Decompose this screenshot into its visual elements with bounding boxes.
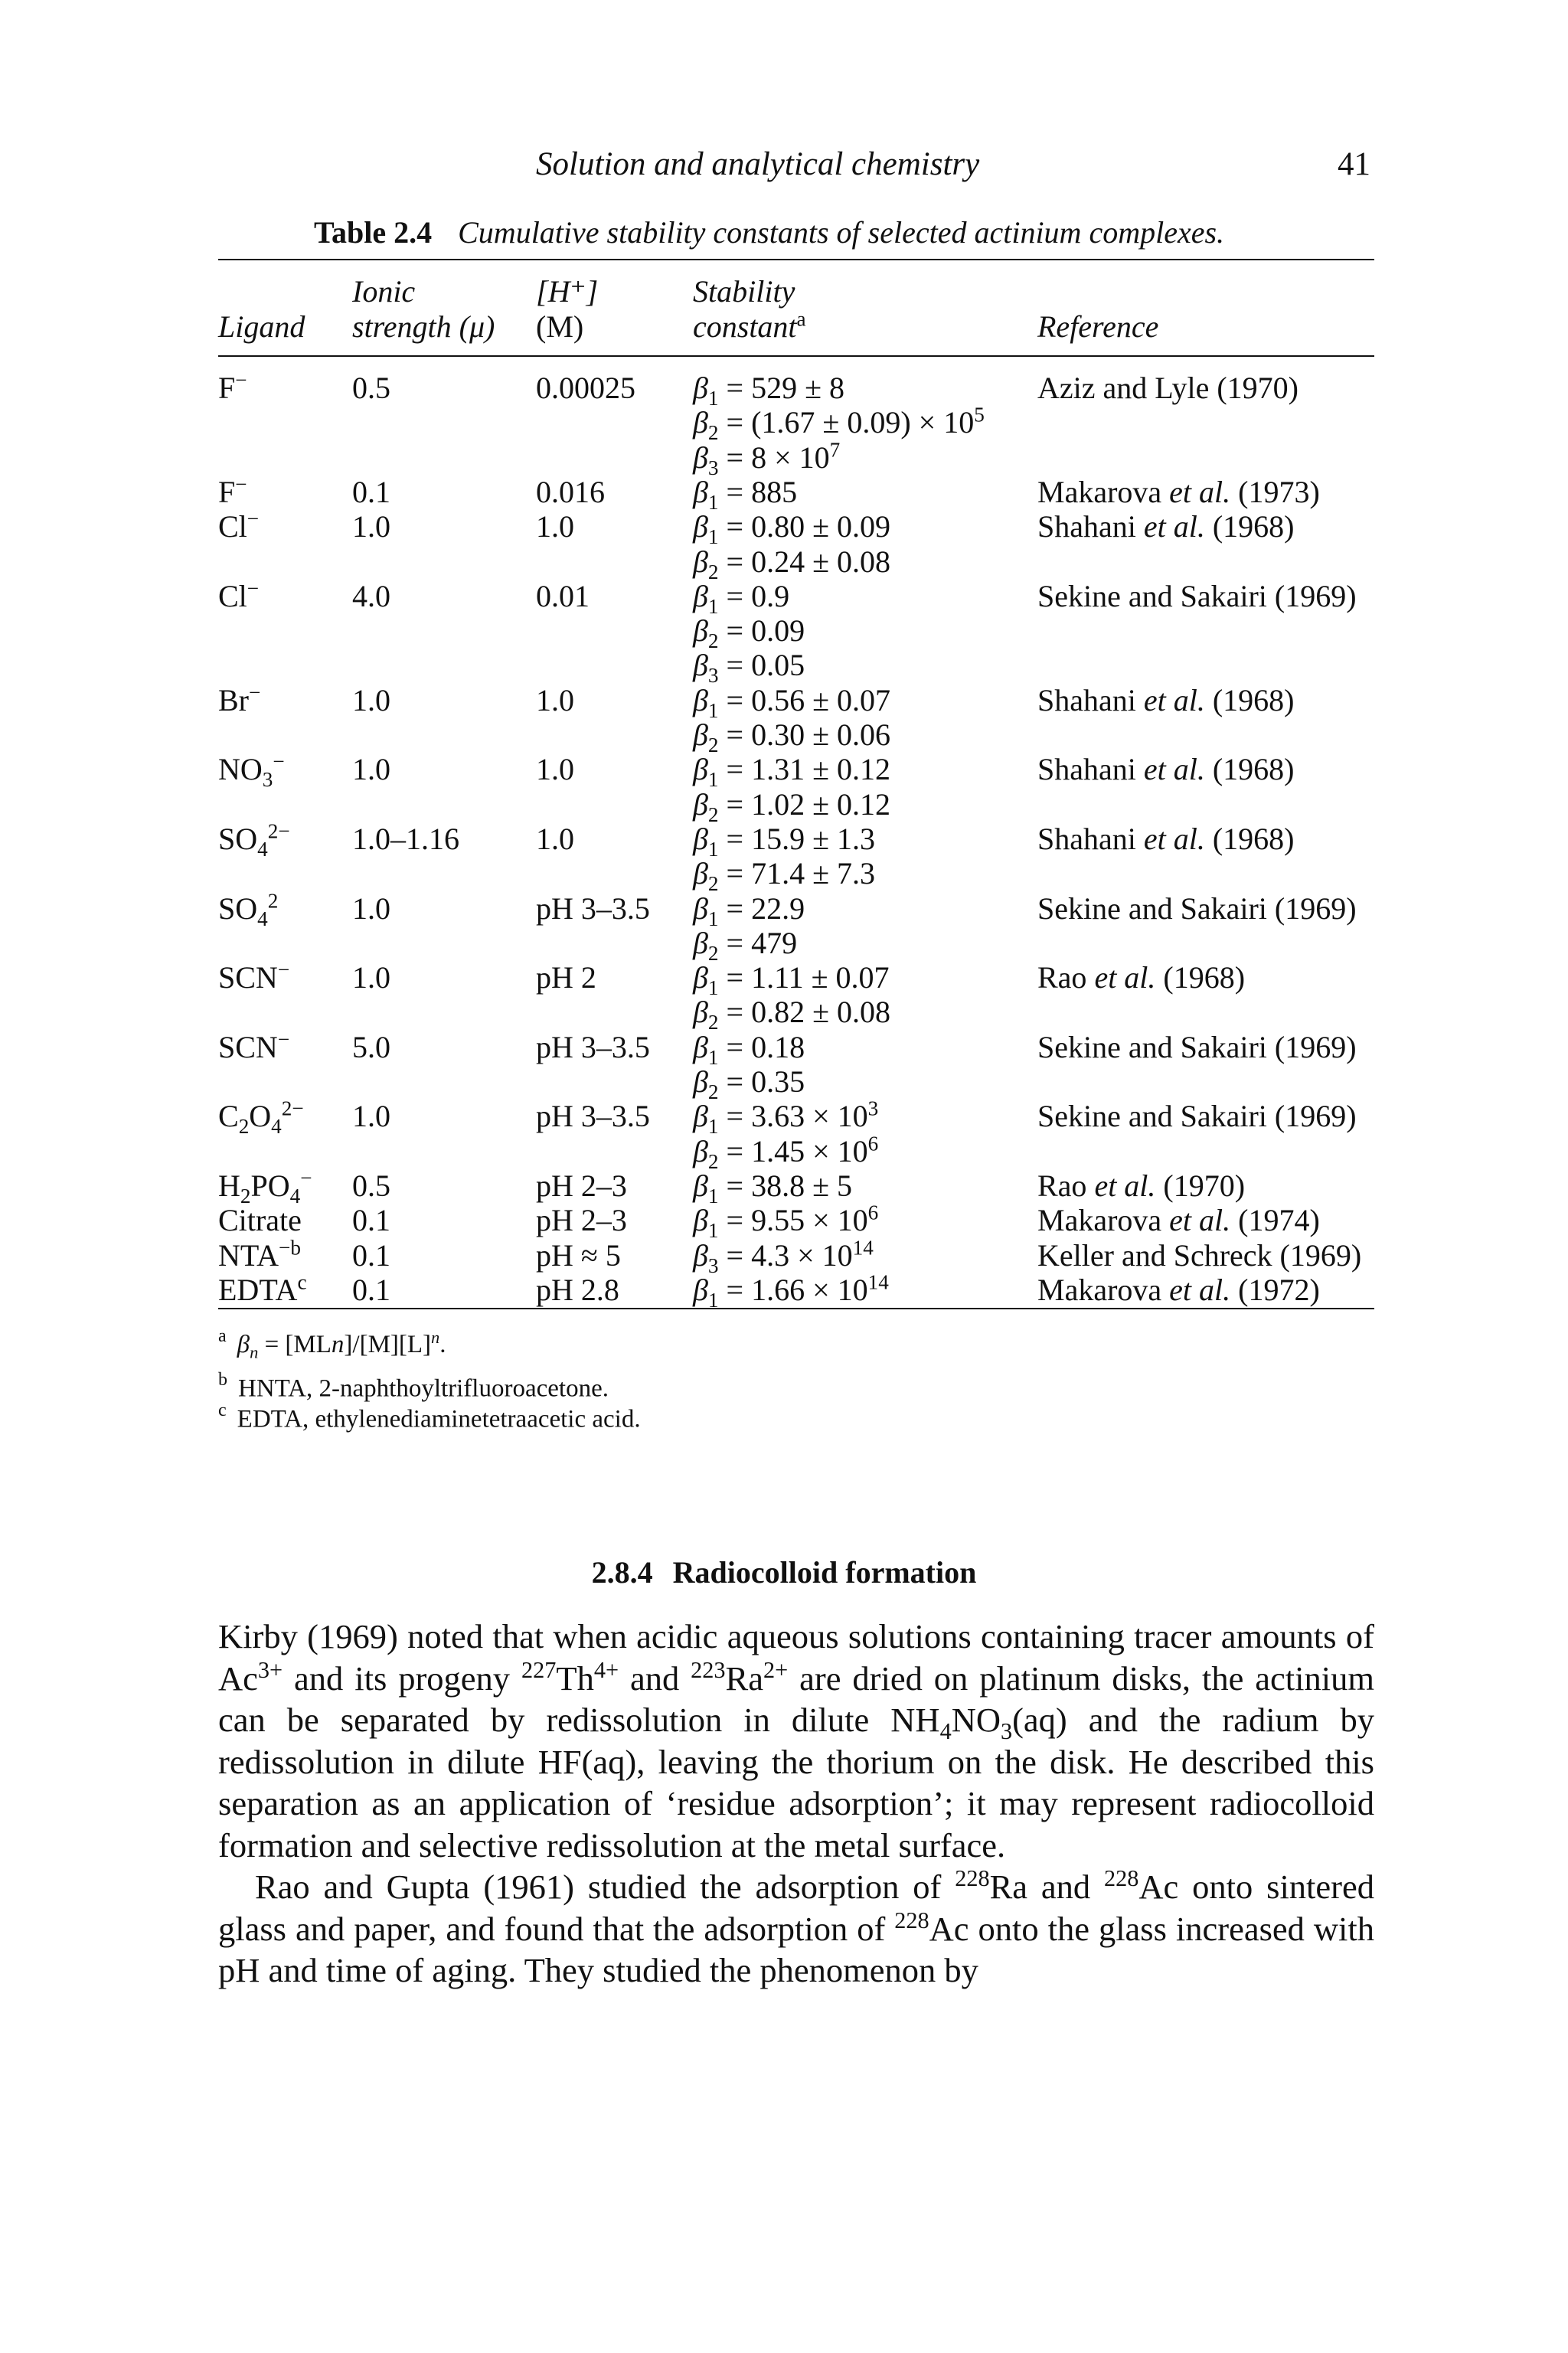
table-row (0, 368, 1568, 410)
h-concentration-cell: 1.0 (536, 682, 574, 717)
page-number: 41 (1338, 146, 1370, 182)
ionic-strength-cell: 1.0 (352, 1099, 390, 1134)
table-row (0, 1201, 1568, 1243)
ligand-cell: Cl− (218, 577, 260, 613)
ligand-cell: Cl− (218, 507, 260, 544)
stability-constant-cell: $\beta_1 = 22.9$ (693, 891, 805, 930)
stability-constant-cell: $\beta_1 = 1.11 \pm 0.07$ (693, 960, 890, 1000)
reference-cell: Shahani et al. (1968) (1037, 752, 1295, 787)
footnote-text: HNTA, 2-naphthoyltrifluoroacetone. (238, 1374, 609, 1403)
footnote-a-marker: a (796, 307, 806, 331)
ligand-cell: SCN− (218, 958, 290, 995)
footnote-text: EDTA, ethylenediaminetetraacetic acid. (237, 1405, 641, 1433)
ionic-strength-cell: 1.0 (352, 891, 390, 926)
stability-constant-cell: $\beta_2 = 0.30 \pm 0.06$ (693, 717, 891, 757)
table-row (0, 1166, 1568, 1208)
table-row (0, 1236, 1568, 1277)
table-row (0, 1132, 1568, 1173)
stability-constant-cell: $\beta_1 = 885$ (693, 474, 798, 514)
stability-constant-cell: $\beta_2 = 479$ (693, 925, 798, 965)
ionic-strength-cell: 0.1 (352, 1272, 390, 1307)
reference-cell: Rao et al. (1970) (1037, 1168, 1246, 1203)
reference-cell: Sekine and Sakairi (1969) (1037, 578, 1357, 613)
table-row (0, 750, 1568, 792)
table-row (0, 438, 1568, 479)
ligand-cell: Citrate (218, 1203, 302, 1238)
stability-constant-cell: $\beta_2 = 0.35$ (693, 1064, 805, 1103)
col-header-hplus (536, 274, 598, 345)
stability-constant-cell: $\beta_3 = 8 \times 10^7$ (693, 438, 841, 479)
ionic-strength-cell: 1.0 (352, 752, 390, 787)
col-header-stability-line1: Stability (693, 274, 795, 309)
h-concentration-cell: 1.0 (536, 752, 574, 787)
ionic-strength-cell: 1.0 (352, 509, 390, 544)
table-row (0, 995, 1568, 1034)
stability-constant-cell: $\beta_1 = 1.66 \times 10^{14}$ (693, 1270, 889, 1312)
reference-cell: Sekine and Sakairi (1969) (1037, 891, 1357, 926)
table-row (0, 613, 1568, 653)
table-row (0, 1064, 1568, 1103)
footnote-mark: c (218, 1400, 227, 1420)
reference-cell: Makarova et al. (1973) (1037, 474, 1320, 509)
reference-cell: Shahani et al. (1968) (1037, 821, 1295, 856)
ionic-strength-cell: 4.0 (352, 578, 390, 613)
ligand-cell: $SO_4^2$ (218, 889, 279, 930)
table-header-rule (218, 355, 1374, 357)
ionic-strength-cell: 1.0 (352, 682, 390, 717)
stability-constant-cell: $\beta_1 = 9.55 \times 10^6$ (693, 1201, 879, 1243)
stability-constant-cell: $\beta_1 = 38.8 \pm 5$ (693, 1168, 853, 1208)
ionic-strength-cell: 0.1 (352, 474, 390, 509)
h-concentration-cell: 0.00025 (536, 371, 635, 405)
table-row (0, 577, 1568, 618)
table-top-rule (218, 259, 1374, 260)
table-row (0, 786, 1568, 826)
h-concentration-cell: pH ≈ 5 (536, 1237, 621, 1273)
reference-cell: Sekine and Sakairi (1969) (1037, 1029, 1357, 1064)
ionic-strength-cell: 0.1 (352, 1237, 390, 1273)
stability-constant-cell: $\beta_1 = 1.31 \pm 0.12$ (693, 752, 891, 792)
reference-cell: Shahani et al. (1968) (1037, 509, 1295, 544)
section-heading (0, 1554, 1568, 1590)
ligand-cell: Br− (218, 681, 261, 717)
running-title: Solution and analytical chemistry (536, 146, 980, 182)
ligand-cell: $SO_4^{2-}$ (218, 819, 290, 861)
table-row (0, 717, 1568, 757)
ligand-cell: SCN− (218, 1028, 290, 1064)
table-row (0, 403, 1568, 445)
stability-constant-cell: $\beta_2 = 1.02 \pm 0.12$ (693, 786, 891, 826)
ionic-strength-cell: 5.0 (352, 1029, 390, 1064)
h-concentration-cell: pH 3–3.5 (536, 1099, 650, 1134)
stability-constant-cell: $\beta_1 = 3.63 \times 10^3$ (693, 1096, 879, 1139)
ionic-strength-cell: 0.1 (352, 1203, 390, 1238)
section-title: Radiocolloid formation (672, 1555, 977, 1590)
h-concentration-cell: pH 3–3.5 (536, 1029, 650, 1064)
stability-constant-cell: $\beta_3 = 0.05$ (693, 648, 805, 688)
table-row (0, 681, 1568, 722)
stability-constant-cell: $\beta_2 = 1.45 \times 10^6$ (693, 1132, 879, 1173)
body-text (218, 1616, 1374, 1992)
table-bottom-rule (218, 1308, 1374, 1309)
table-row (0, 1270, 1568, 1312)
table-row (0, 1096, 1568, 1139)
h-concentration-cell: 1.0 (536, 509, 574, 544)
table-row (0, 889, 1568, 930)
h-concentration-cell: pH 3–3.5 (536, 891, 650, 926)
h-concentration-cell: pH 2.8 (536, 1272, 619, 1307)
ligand-cell: F− (218, 368, 247, 405)
h-concentration-cell: pH 2–3 (536, 1168, 627, 1203)
table-row (0, 544, 1568, 583)
stability-constant-cell: $\beta_2 = 0.09$ (693, 613, 805, 653)
reference-cell: Shahani et al. (1968) (1037, 682, 1295, 717)
ligand-cell: $H_2PO_4^-$ (218, 1166, 312, 1208)
table-row (0, 819, 1568, 861)
col-header-ionic-line2: strength (μ) (352, 309, 495, 344)
footnote-mark: b (218, 1370, 227, 1390)
table-row (0, 472, 1568, 514)
table-row (0, 925, 1568, 965)
ligand-cell: $NO_3^-$ (218, 750, 285, 792)
col-header-ionic-line1: Ionic (352, 274, 416, 309)
table-caption (314, 214, 1386, 250)
ionic-strength-cell: 0.5 (352, 1168, 390, 1203)
reference-cell: Keller and Schreck (1969) (1037, 1237, 1362, 1273)
stability-constant-cell: $\beta_1 = 0.56 \pm 0.07$ (693, 682, 891, 722)
table-caption-text: Cumulative stability constants of selected actinium complexes. (458, 215, 1225, 250)
col-header-reference: Reference (1037, 309, 1159, 344)
col-header-stability-line2: constant (693, 309, 797, 344)
ligand-cell: F− (218, 472, 247, 509)
table-row (0, 507, 1568, 549)
reference-cell: Makarova et al. (1972) (1037, 1272, 1320, 1307)
stability-constant-cell: $\beta_3 = 4.3 \times 10^{14}$ (693, 1236, 874, 1277)
ionic-strength-cell: 1.0–1.16 (352, 821, 459, 856)
h-concentration-cell: pH 2 (536, 960, 596, 995)
table-row (0, 856, 1568, 896)
footnote-text: $\beta_n = [MLn]/[M][L]^n$. (237, 1328, 446, 1362)
stability-constant-cell: $\beta_1 = 0.9$ (693, 578, 790, 618)
table-row (0, 648, 1568, 688)
stability-constant-cell: $\beta_1 = 0.80 \pm 0.09$ (693, 509, 891, 549)
col-header-ionic (352, 274, 495, 345)
stability-constant-cell: $\beta_2 = 0.24 \pm 0.08$ (693, 544, 891, 583)
col-header-ligand: Ligand (218, 309, 305, 344)
ionic-strength-cell: 0.5 (352, 371, 390, 405)
section-number: 2.8.4 (591, 1555, 653, 1590)
stability-constant-cell: $\beta_1 = 15.9 \pm 1.3$ (693, 821, 876, 861)
reference-cell: Sekine and Sakairi (1969) (1037, 1099, 1357, 1134)
paragraph: Kirby (1969) noted that when acidic aqueous solutions containing tracer amounts of $Ac^{3+}$ and its progeny $^{227}Th^{4+}$ and $^{223}Ra^{2+}$ are dried on platinum disks, the actinium can be separated by redissolution in dilute $NH_4NO_3(aq)$ and the radium by redissolution in dilute HF(aq), leaving the thorium on the disk. He described this separation as an application of ‘residue adsorption’; it may represent radiocolloid formation and selective redissolution at the metal surface. (218, 1617, 1374, 1864)
ligand-cell: $NTA^{-b}$ (218, 1236, 301, 1273)
reference-cell: Makarova et al. (1974) (1037, 1203, 1320, 1238)
col-header-hplus-line1: [H⁺] (536, 274, 599, 309)
col-header-hplus-line2: (M) (536, 309, 584, 344)
table-row (0, 1028, 1568, 1069)
stability-constant-cell: $\beta_2 = 71.4 \pm 7.3$ (693, 856, 876, 896)
ligand-cell: $C_2O_4^{2-}$ (218, 1096, 304, 1139)
stability-constant-cell: $\beta_2 = 0.82 \pm 0.08$ (693, 995, 891, 1034)
h-concentration-cell: 0.016 (536, 474, 605, 509)
stability-constant-cell: $\beta_1 = 0.18$ (693, 1029, 805, 1069)
footnote-c (218, 1395, 641, 1434)
reference-cell: Rao et al. (1968) (1037, 960, 1246, 995)
reference-cell: Aziz and Lyle (1970) (1037, 371, 1298, 405)
ligand-cell: EDTA$^c$ (218, 1270, 307, 1307)
h-concentration-cell: 1.0 (536, 821, 574, 856)
footnote-mark: a (218, 1326, 227, 1346)
footnote-a (218, 1321, 446, 1360)
table-row (0, 958, 1568, 1000)
h-concentration-cell: pH 2–3 (536, 1203, 627, 1238)
h-concentration-cell: 0.01 (536, 578, 590, 613)
ionic-strength-cell: 1.0 (352, 960, 390, 995)
stability-constant-cell: $\beta_1 = 529 \pm 8$ (693, 371, 845, 410)
paragraph: Rao and Gupta (1961) studied the adsorption of $^{228}$Ra and $^{228}$Ac onto sintered glass and paper, and found that the adsorption of $^{228}$Ac onto the glass increased with pH and time of aging. They studied the phenomenon by (218, 1865, 1375, 1989)
col-header-stability (693, 274, 806, 345)
stability-constant-cell: $\beta_2 = (1.67 \pm 0.09) \times 10^5$ (693, 403, 985, 445)
table-label: Table 2.4 (314, 215, 433, 250)
